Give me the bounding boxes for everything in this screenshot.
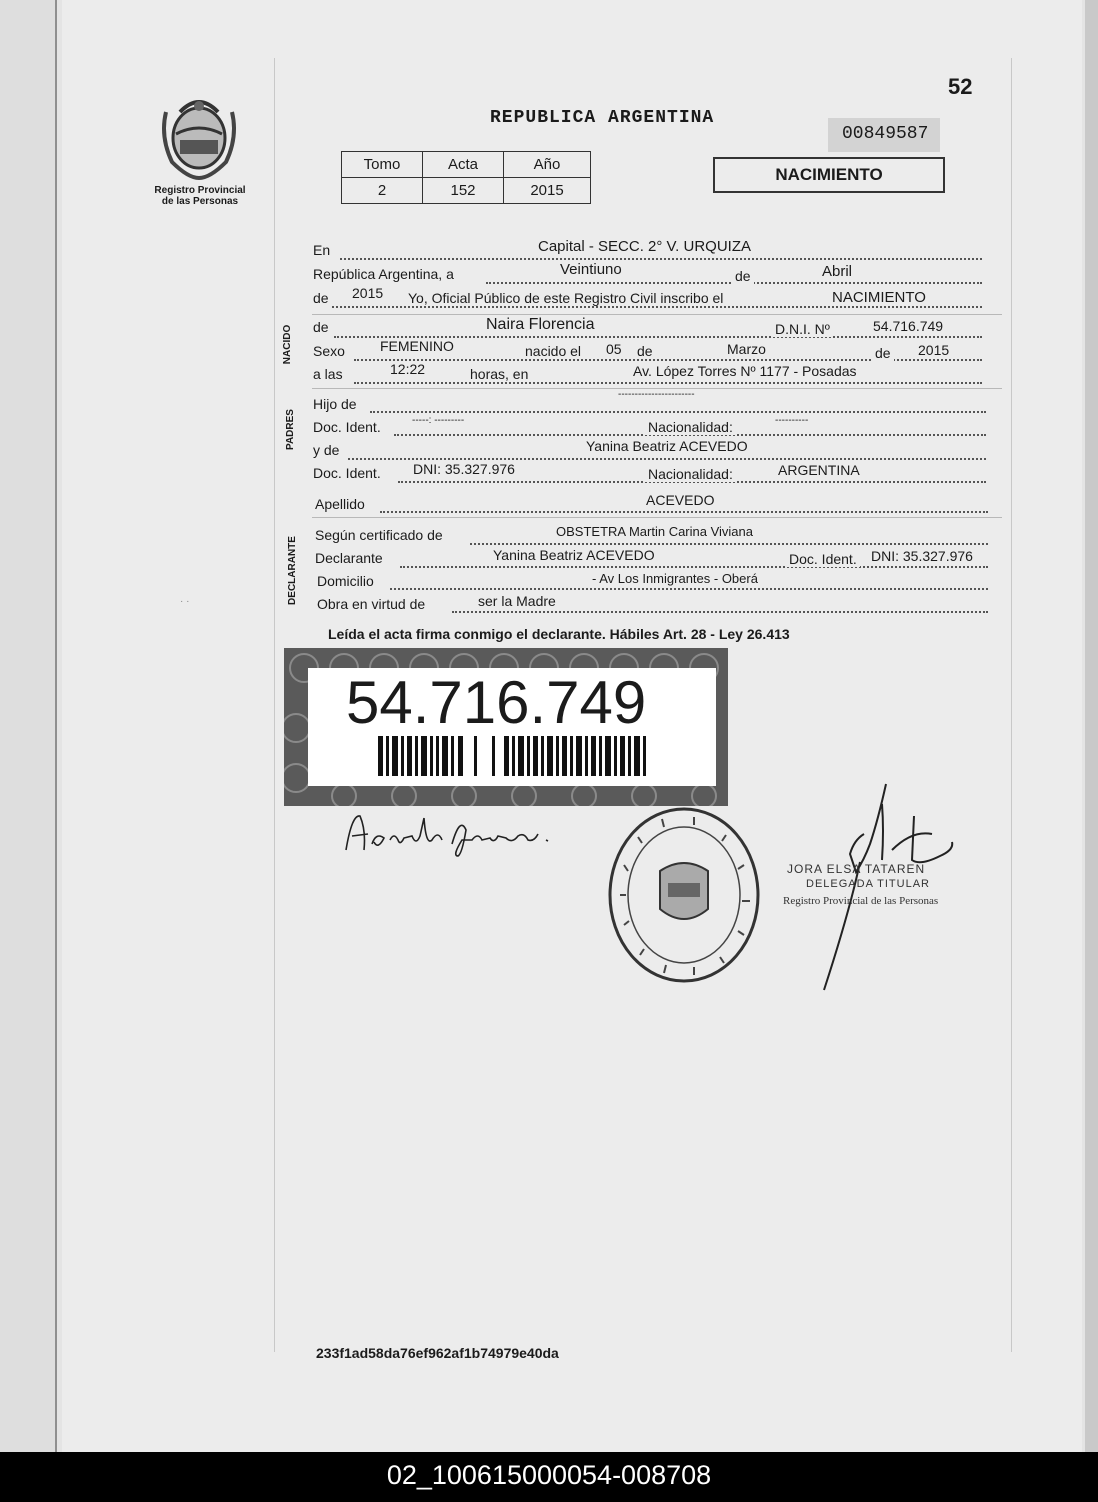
declarante-section-label: DECLARANTE [286,536,298,605]
record-value-acta: 152 [423,178,504,204]
domicilio-label: Domicilio [317,573,374,589]
declarante-value: Yanina Beatriz ACEVEDO [493,547,655,563]
birth-place-value: Av. López Torres Nº 1177 - Posadas [633,363,857,379]
misiones-crest-icon [158,92,240,180]
sexo-label: Sexo [313,343,345,359]
record-table-header-row [342,152,591,178]
officer-text: Yo, Oficial Público de este Registro Civil inscribo el [405,290,726,306]
record-header-tomo: Tomo [342,152,423,178]
official-name: JORA ELSA TATAREN [787,862,926,876]
serial-number-stamp [828,118,940,152]
record-table [341,151,591,204]
record-value-anio: 2015 [504,178,591,204]
month-value: Abril [822,263,853,280]
official-role: DELEGADA TITULAR [806,878,930,890]
father-doc-value: -----: --------- [412,415,465,426]
dni-sticker-number: 54.716.749 [346,669,647,736]
mother-nac-value: ARGENTINA [778,462,860,478]
dotted-line [348,458,986,460]
obra-value: ser la Madre [478,593,556,609]
dotted-line [470,543,988,545]
dotted-line [380,511,988,513]
segun-label: Según certificado de [315,527,443,543]
declarante-label: Declarante [315,550,383,566]
record-table-value-row [342,178,591,204]
sexo-value: FEMENINO [380,338,454,354]
mother-nac-label: Nacionalidad: [645,466,736,482]
closing-note: Leída el acta firma conmigo el declarante. Hábiles Art. 28 - Ley 26.413 [328,626,790,642]
padres-section-label: PADRES [284,409,296,450]
record-value-tomo: 2 [342,178,423,204]
de-label: de [732,268,754,284]
dni-label: D.N.I. Nº [772,321,833,337]
page-edge [0,0,57,1452]
father-nac-label: Nacionalidad: [645,419,736,435]
dotted-line [370,411,986,413]
nacido-name-label: de [313,319,329,335]
mother-doc-value: DNI: 35.327.976 [413,461,515,477]
act-type-box [713,157,945,193]
pencil-mark: · · [180,596,190,607]
dotted-line [340,258,982,260]
place-value: Capital - SECC. 2° V. URQUIZA [538,238,752,255]
dotted-line [390,588,988,590]
section-divider [312,314,1002,315]
serial-number: 00849587 [842,124,929,144]
nacido-section-label: NACIDO [282,324,294,365]
nacido-el-label: nacido el [522,343,584,359]
nacido-name-value: Naira Florencia [486,316,595,333]
dotted-line [400,566,988,568]
birth-de-label: de [634,343,656,359]
certificate-value: OBSTETRA Martin Carina Viviana [556,524,753,539]
birth-year-value: 2015 [918,342,950,358]
registry-caption-line1: Registro Provincial [154,185,246,196]
obra-label: Obra en virtud de [317,596,426,612]
year-value: 2015 [352,285,384,301]
domicilio-value: - Av Los Inmigrantes - Oberá [592,571,758,586]
record-header-acta: Acta [423,152,504,178]
mother-value: Yanina Beatriz ACEVEDO [586,438,748,454]
father-doc-label: Doc. Ident. [313,419,381,435]
section-divider [312,517,1002,518]
day-value: Veintiuno [560,261,622,278]
registry-seal-icon [604,805,764,985]
time-value: 12:22 [390,361,426,377]
apellido-label: Apellido [315,496,365,512]
declarante-doc-label: Doc. Ident. [786,551,860,567]
en-label: En [313,242,331,258]
act-type: NACIMIENTO [775,165,883,184]
dotted-line [332,306,982,308]
registry-caption-line2: de las Personas [161,196,239,207]
apellido-value: ACEVEDO [646,492,715,508]
official-office: Registro Provincial de las Personas [783,895,939,907]
dni-value: 54.716.749 [873,318,944,334]
declarant-signature-icon [342,810,557,858]
declarante-doc-value: DNI: 35.327.976 [871,548,973,564]
alas-label: a las [313,366,343,382]
barcode-icon [378,736,646,776]
father-value: ----------------------- [618,389,695,400]
yde-label: y de [313,442,340,458]
document-hash: 233f1ad58da76ef962af1b74979e40da [316,1345,559,1361]
birth-month-value: Marzo [727,341,766,357]
horas-label: horas, en [467,366,531,382]
record-header-anio: Año [504,152,591,178]
dotted-line [354,382,982,384]
dotted-line [452,611,988,613]
year-prefix-label: de [313,290,329,306]
birth-de2-label: de [872,345,894,361]
mother-doc-label: Doc. Ident. [313,465,381,481]
birth-day-value: 05 [606,341,622,357]
father-nac-value: ---------- [775,415,809,426]
scan-id-bar [0,1452,1098,1502]
registry-caption [140,185,260,207]
hijo-label: Hijo de [313,396,357,412]
country-title: REPUBLICA ARGENTINA [490,108,715,128]
scan-id: 02_100615000054-008708 [386,1460,712,1490]
page-number: 52 [948,74,973,99]
republica-label: República Argentina, a [313,266,454,282]
act-word-value: NACIMIENTO [832,289,926,306]
